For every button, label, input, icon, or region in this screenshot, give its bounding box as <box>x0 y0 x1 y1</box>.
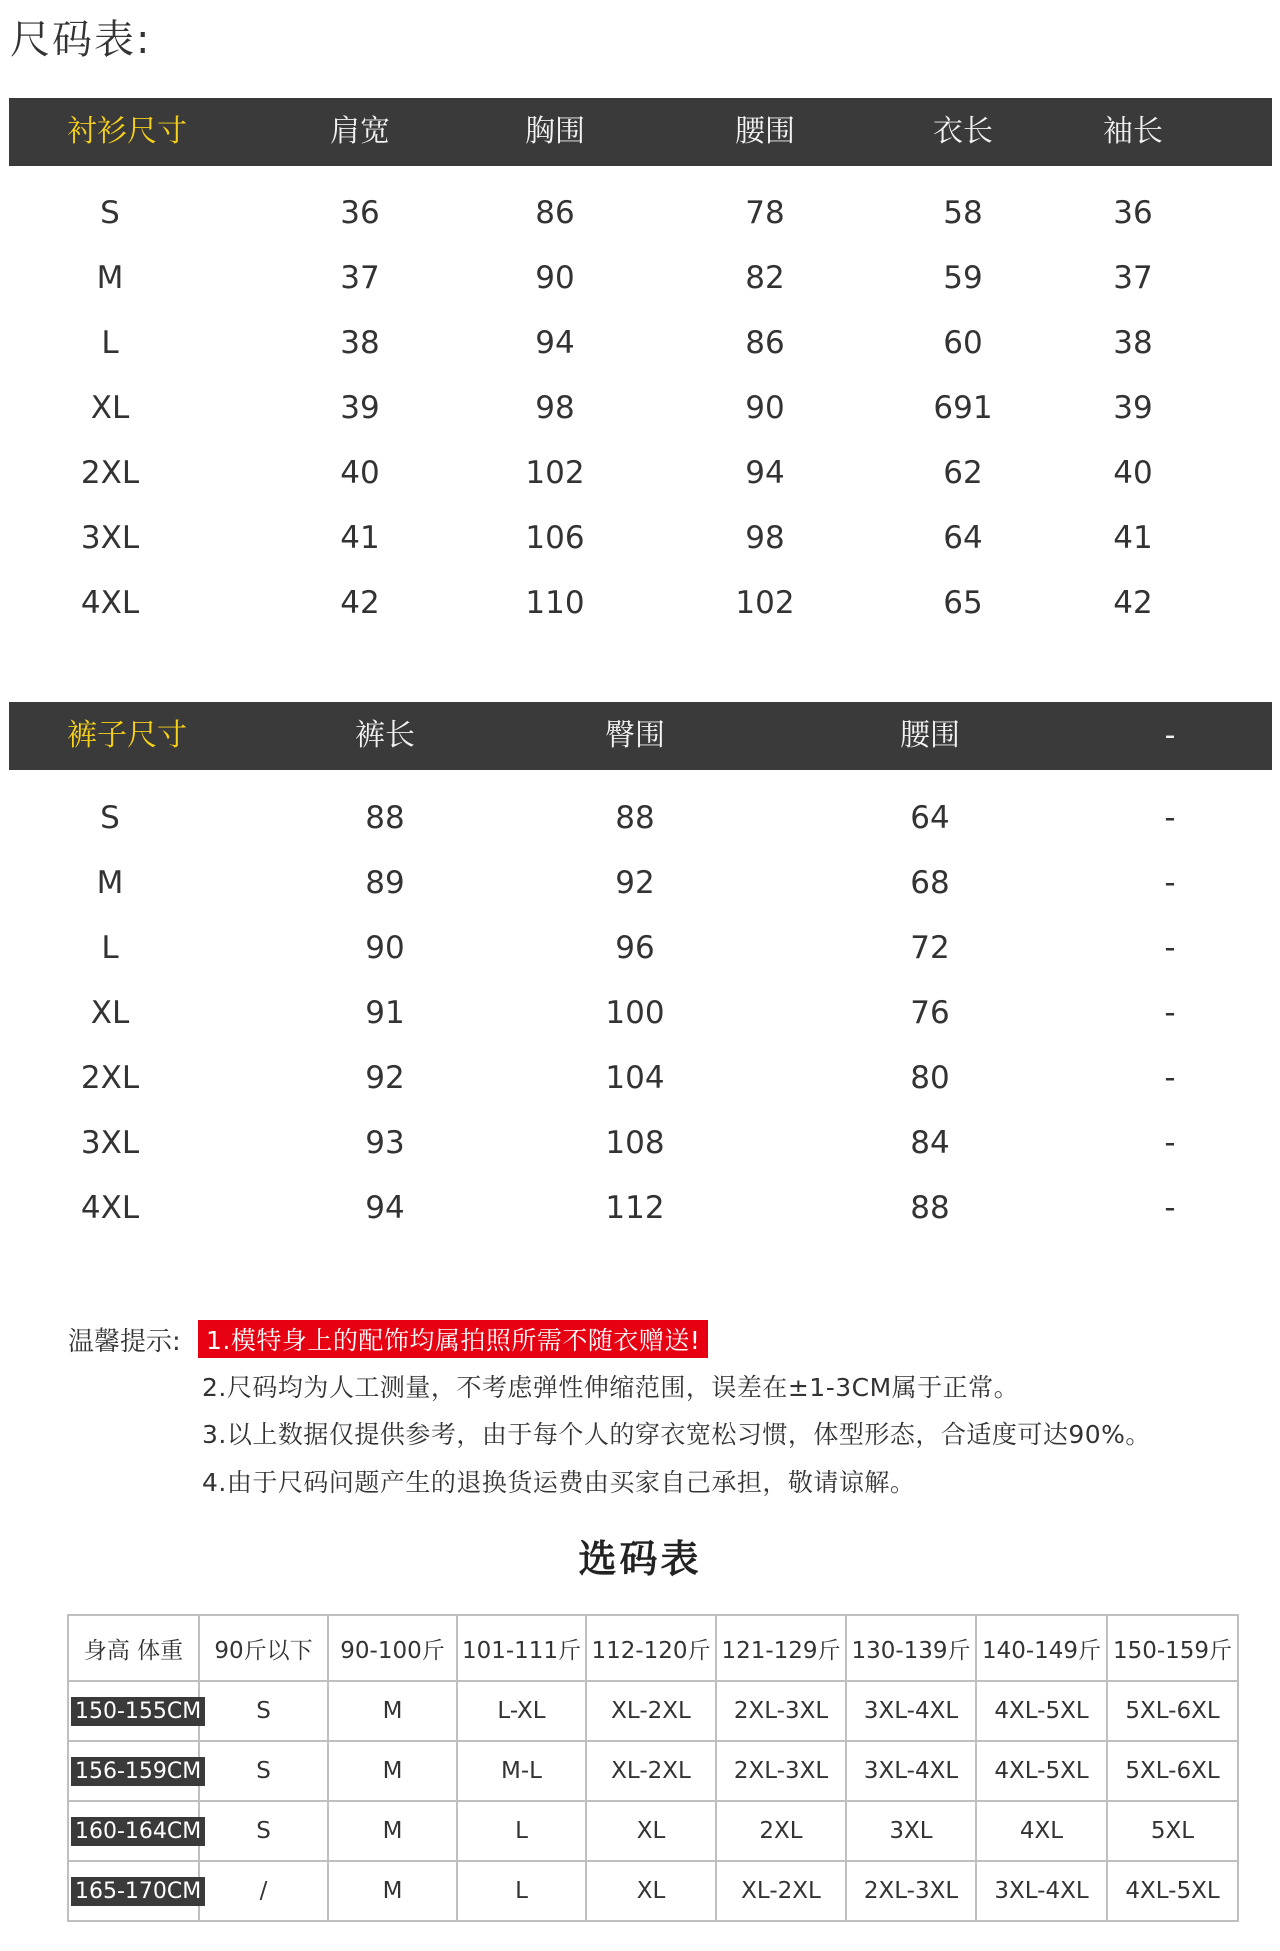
shirt-size-label: M <box>96 260 124 296</box>
shirt-measurement-cell: 58 <box>943 195 983 231</box>
shirt-measurement-cell: 78 <box>745 195 785 231</box>
size-cell: 4XL-5XL <box>976 1741 1107 1801</box>
pants-size-label: M <box>96 865 124 901</box>
size-cell: 5XL-6XL <box>1107 1681 1238 1741</box>
size-cell: XL <box>586 1861 716 1921</box>
shirt-table-row <box>0 455 1280 520</box>
pants-measurement-cell: 76 <box>910 995 950 1031</box>
pants-measurement-cell: 68 <box>910 865 950 901</box>
size-cell: S <box>199 1681 328 1741</box>
shirt-measurement-cell: 90 <box>745 390 785 426</box>
shirt-size-label: L <box>101 325 119 361</box>
height-badge: 156-159CM <box>71 1757 205 1786</box>
weight-header-cell: 90斤以下 <box>199 1615 328 1681</box>
height-badge: 165-170CM <box>71 1877 205 1906</box>
shirt-measurement-cell: 102 <box>525 455 585 491</box>
shirt-measurement-cell: 36 <box>340 195 380 231</box>
shirt-table-row <box>0 325 1280 390</box>
pants-measurement-cell: 64 <box>910 800 950 836</box>
weight-header-cell: 140-149斤 <box>976 1615 1107 1681</box>
pants-measurement-cell: - <box>1164 865 1176 901</box>
height-cell <box>68 1801 202 1861</box>
pants-size-label: 3XL <box>80 1125 140 1161</box>
shirt-table-row <box>0 585 1280 650</box>
size-cell: M <box>328 1741 457 1801</box>
shirt-measurement-cell: 40 <box>1113 455 1153 491</box>
size-cell: S <box>199 1801 328 1861</box>
shirt-measurement-cell: 36 <box>1113 195 1153 231</box>
pants-section-title: 裤子尺寸 <box>67 718 187 753</box>
size-cell: 5XL-6XL <box>1107 1741 1238 1801</box>
size-cell: M-L <box>457 1741 586 1801</box>
shirt-measurement-cell: 90 <box>535 260 575 296</box>
height-cell <box>68 1741 202 1801</box>
shirt-measurement-cell: 39 <box>1113 390 1153 426</box>
shirt-measurement-cell: 691 <box>933 390 993 426</box>
pants-measurement-cell: 100 <box>605 995 665 1031</box>
height-badge: 150-155CM <box>71 1697 205 1726</box>
size-cell: XL-2XL <box>716 1861 846 1921</box>
size-cell: L-XL <box>457 1681 586 1741</box>
size-cell: XL <box>586 1801 716 1861</box>
size-cell: 3XL-4XL <box>846 1741 976 1801</box>
pants-table-row <box>0 1125 1280 1190</box>
table-row <box>68 1801 1238 1861</box>
pants-measurement-cell: 80 <box>910 1060 950 1096</box>
shirt-measurement-cell: 98 <box>745 520 785 556</box>
select-table-title: 选码表 <box>578 1537 702 1581</box>
size-cell: 4XL-5XL <box>1107 1861 1238 1921</box>
shirt-measurement-cell: 94 <box>745 455 785 491</box>
pants-table-row <box>0 995 1280 1060</box>
shirt-table-row <box>0 520 1280 585</box>
size-cell: M <box>328 1681 457 1741</box>
pants-column-header: - <box>1164 718 1176 753</box>
shirt-measurement-cell: 86 <box>745 325 785 361</box>
pants-size-label: L <box>101 930 119 966</box>
tip-item: 2.尺码均为人工测量，不考虑弹性伸缩范围，误差在±1-3CM属于正常。 <box>202 1373 1020 1402</box>
shirt-measurement-cell: 94 <box>535 325 575 361</box>
size-cell: L <box>457 1861 586 1921</box>
pants-measurement-cell: 91 <box>365 995 405 1031</box>
pants-measurement-cell: 88 <box>365 800 405 836</box>
pants-measurement-cell: 94 <box>365 1190 405 1226</box>
pants-header-band <box>9 702 1272 770</box>
size-cell: 2XL-3XL <box>716 1681 846 1741</box>
pants-column-header: 臀围 <box>605 718 665 753</box>
shirt-size-label: 4XL <box>80 585 140 621</box>
weight-header-cell: 150-159斤 <box>1107 1615 1238 1681</box>
size-cell: 2XL-3XL <box>846 1861 976 1921</box>
shirt-measurement-cell: 110 <box>525 585 585 621</box>
shirt-column-header: 胸围 <box>525 114 585 149</box>
shirt-measurement-cell: 64 <box>943 520 983 556</box>
size-cell: 3XL-4XL <box>846 1681 976 1741</box>
shirt-size-label: XL <box>90 390 130 426</box>
pants-measurement-cell: - <box>1164 800 1176 836</box>
shirt-column-header: 腰围 <box>735 114 795 149</box>
pants-measurement-cell: - <box>1164 1190 1176 1226</box>
pants-measurement-cell: - <box>1164 1060 1176 1096</box>
shirt-size-label: S <box>100 195 120 231</box>
shirt-table-row <box>0 390 1280 455</box>
shirt-measurement-cell: 62 <box>943 455 983 491</box>
pants-measurement-cell: 112 <box>605 1190 665 1226</box>
shirt-measurement-cell: 41 <box>340 520 380 556</box>
size-cell: XL-2XL <box>586 1681 716 1741</box>
shirt-column-header: 肩宽 <box>330 114 390 149</box>
size-cell: 4XL <box>976 1801 1107 1861</box>
table-row <box>68 1741 1238 1801</box>
pants-measurement-cell: 72 <box>910 930 950 966</box>
pants-table-row <box>0 930 1280 995</box>
pants-measurement-cell: - <box>1164 930 1176 966</box>
shirt-measurement-cell: 106 <box>525 520 585 556</box>
pants-column-header: 腰围 <box>900 718 960 753</box>
tip-item: 4.由于尺码问题产生的退换货运费由买家自己承担，敬请谅解。 <box>202 1468 916 1497</box>
pants-size-label: 2XL <box>80 1060 140 1096</box>
shirt-size-label: 3XL <box>80 520 140 556</box>
shirt-measurement-cell: 38 <box>340 325 380 361</box>
weight-header-cell: 112-120斤 <box>586 1615 716 1681</box>
shirt-section-title: 衬衫尺寸 <box>67 114 187 149</box>
size-cell: 3XL-4XL <box>976 1861 1107 1921</box>
size-cell: 4XL-5XL <box>976 1681 1107 1741</box>
corner-cell: 身高 体重 <box>68 1615 199 1681</box>
size-selection-table <box>67 1614 1239 1922</box>
table-row <box>68 1681 1238 1741</box>
shirt-measurement-cell: 38 <box>1113 325 1153 361</box>
shirt-measurement-cell: 40 <box>340 455 380 491</box>
size-cell: L <box>457 1801 586 1861</box>
pants-size-label: XL <box>90 995 130 1031</box>
pants-measurement-cell: 90 <box>365 930 405 966</box>
tip-highlight: 1.模特身上的配饰均属拍照所需不随衣赠送! <box>198 1320 708 1358</box>
page-title: 尺码表: <box>10 17 152 63</box>
shirt-measurement-cell: 41 <box>1113 520 1153 556</box>
weight-header-cell: 130-139斤 <box>846 1615 976 1681</box>
size-cell: S <box>199 1741 328 1801</box>
shirt-measurement-cell: 42 <box>1113 585 1153 621</box>
shirt-measurement-cell: 102 <box>735 585 795 621</box>
pants-table-row <box>0 1190 1280 1255</box>
size-cell: 2XL <box>716 1801 846 1861</box>
weight-header-cell: 101-111斤 <box>457 1615 586 1681</box>
weight-header-cell: 121-129斤 <box>716 1615 846 1681</box>
size-cell: M <box>328 1861 457 1921</box>
shirt-measurement-cell: 82 <box>745 260 785 296</box>
shirt-measurement-cell: 98 <box>535 390 575 426</box>
pants-table-row <box>0 865 1280 930</box>
tip-item: 3.以上数据仅提供参考，由于每个人的穿衣宽松习惯，体型形态，合适度可达90%。 <box>202 1420 1151 1449</box>
height-badge: 160-164CM <box>71 1817 205 1846</box>
pants-measurement-cell: 93 <box>365 1125 405 1161</box>
table-header-row <box>68 1615 1238 1681</box>
pants-table-row <box>0 800 1280 865</box>
shirt-size-label: 2XL <box>80 455 140 491</box>
pants-column-header: 裤长 <box>355 718 415 753</box>
shirt-measurement-cell: 59 <box>943 260 983 296</box>
size-cell: 2XL-3XL <box>716 1741 846 1801</box>
pants-measurement-cell: 89 <box>365 865 405 901</box>
shirt-column-header: 袖长 <box>1103 114 1163 149</box>
shirt-measurement-cell: 65 <box>943 585 983 621</box>
height-cell <box>68 1861 202 1921</box>
shirt-measurement-cell: 39 <box>340 390 380 426</box>
pants-measurement-cell: 92 <box>615 865 655 901</box>
pants-measurement-cell: 88 <box>615 800 655 836</box>
pants-measurement-cell: 84 <box>910 1125 950 1161</box>
weight-header-cell: 90-100斤 <box>328 1615 457 1681</box>
pants-measurement-cell: 104 <box>605 1060 665 1096</box>
tips-label: 温馨提示: <box>68 1327 181 1357</box>
height-cell <box>68 1681 202 1741</box>
pants-measurement-cell: 88 <box>910 1190 950 1226</box>
table-row <box>68 1861 1238 1921</box>
pants-size-label: 4XL <box>80 1190 140 1226</box>
size-cell: 3XL <box>846 1801 976 1861</box>
size-cell: 5XL <box>1107 1801 1238 1861</box>
pants-measurement-cell: - <box>1164 995 1176 1031</box>
pants-measurement-cell: 96 <box>615 930 655 966</box>
shirt-header-band <box>9 98 1272 166</box>
shirt-measurement-cell: 86 <box>535 195 575 231</box>
pants-measurement-cell: 108 <box>605 1125 665 1161</box>
shirt-measurement-cell: 60 <box>943 325 983 361</box>
size-cell: M <box>328 1801 457 1861</box>
shirt-table-row <box>0 260 1280 325</box>
shirt-measurement-cell: 37 <box>1113 260 1153 296</box>
size-cell: / <box>199 1861 328 1921</box>
pants-measurement-cell: - <box>1164 1125 1176 1161</box>
shirt-measurement-cell: 37 <box>340 260 380 296</box>
pants-size-label: S <box>100 800 120 836</box>
pants-table-row <box>0 1060 1280 1125</box>
pants-measurement-cell: 92 <box>365 1060 405 1096</box>
shirt-measurement-cell: 42 <box>340 585 380 621</box>
shirt-table-row <box>0 195 1280 260</box>
size-cell: XL-2XL <box>586 1741 716 1801</box>
shirt-column-header: 衣长 <box>933 114 993 149</box>
